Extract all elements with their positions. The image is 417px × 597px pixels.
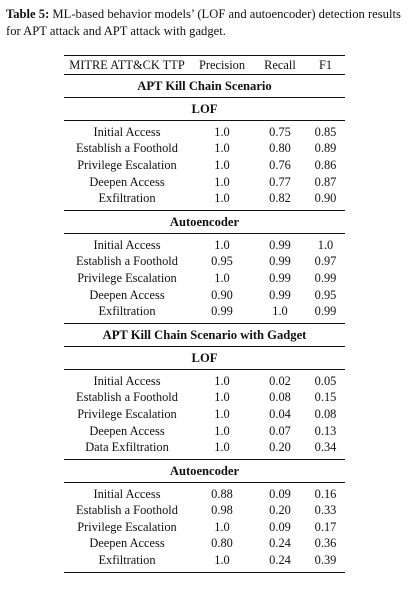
cell-precision: 0.88 <box>211 486 233 501</box>
cell-recall: 0.09 <box>269 519 291 534</box>
cell-f1: 0.08 <box>314 406 337 421</box>
cell-f1: 0.15 <box>314 390 337 405</box>
cell-f1: 0.05 <box>314 373 337 388</box>
scenario-title: APT Kill Chain Scenario <box>137 79 272 93</box>
cell-f1: 0.87 <box>314 174 337 189</box>
cell-f1: 0.13 <box>314 423 337 438</box>
header-ttp: MITRE ATT&CK TTP <box>69 57 185 72</box>
cell-f1: 0.16 <box>314 486 337 501</box>
header-recall: Recall <box>264 57 296 72</box>
cell-precision: 0.98 <box>211 503 233 518</box>
cell-recall: 0.20 <box>269 440 291 455</box>
table-row <box>64 552 345 569</box>
cell-f1: 0.90 <box>314 191 337 206</box>
cell-recall: 0.04 <box>269 406 291 421</box>
cell-precision: 0.90 <box>211 287 233 302</box>
cell-precision: 1.0 <box>214 406 230 421</box>
cell-recall: 0.99 <box>269 237 291 252</box>
cell-precision: 1.0 <box>214 141 230 156</box>
cell-ttp: Exfiltration <box>98 191 156 206</box>
cell-f1: 0.85 <box>314 124 337 139</box>
cell-ttp: Deepen Access <box>89 287 165 302</box>
cell-precision: 0.95 <box>211 254 233 269</box>
table-body <box>64 74 345 573</box>
cell-recall: 0.99 <box>269 254 291 269</box>
cell-recall: 0.08 <box>269 390 291 405</box>
header-row <box>64 56 345 74</box>
cell-precision: 1.0 <box>214 440 230 455</box>
table-row <box>64 270 345 287</box>
cell-ttp: Initial Access <box>93 486 161 501</box>
cell-ttp: Initial Access <box>93 237 161 252</box>
cell-precision: 1.0 <box>214 373 230 388</box>
cell-precision: 1.0 <box>214 270 230 285</box>
cell-precision: 1.0 <box>214 519 230 534</box>
results-table <box>64 55 345 573</box>
cell-ttp: Data Exfiltration <box>85 440 169 455</box>
cell-ttp: Initial Access <box>93 373 161 388</box>
cell-recall: 0.75 <box>269 124 291 139</box>
table-row <box>64 503 345 520</box>
cell-f1: 0.89 <box>314 141 337 156</box>
cell-recall: 0.99 <box>269 270 291 285</box>
table-row <box>64 157 345 174</box>
table-row <box>64 390 345 407</box>
cell-ttp: Privilege Escalation <box>77 519 177 534</box>
table-row <box>64 406 345 423</box>
table-row <box>64 174 345 191</box>
table-row <box>64 287 345 304</box>
cell-ttp: Exfiltration <box>98 553 156 568</box>
cell-f1: 0.33 <box>314 503 337 518</box>
table-row <box>64 519 345 536</box>
cell-ttp: Privilege Escalation <box>77 270 177 285</box>
cell-f1: 0.36 <box>314 536 337 551</box>
table-row <box>64 254 345 271</box>
caption-text: ML-based behavior models’ (LOF and autoencoder) detection results for APT attack and APT attack with gadget. <box>6 7 401 38</box>
cell-precision: 1.0 <box>214 191 230 206</box>
table-row <box>64 439 345 456</box>
cell-ttp: Privilege Escalation <box>77 406 177 421</box>
cell-f1: 0.86 <box>314 157 337 172</box>
table-row <box>64 373 345 390</box>
cell-precision: 1.0 <box>214 157 230 172</box>
cell-ttp: Establish a Foothold <box>76 254 178 269</box>
cell-f1: 0.17 <box>314 519 337 534</box>
cell-ttp: Deepen Access <box>89 423 165 438</box>
bottom-rule <box>64 572 345 573</box>
cell-ttp: Establish a Foothold <box>76 390 178 405</box>
model-title: LOF <box>191 102 218 116</box>
cell-precision: 1.0 <box>214 124 230 139</box>
cell-f1: 0.99 <box>314 270 337 285</box>
cell-ttp: Exfiltration <box>98 304 156 319</box>
cell-ttp: Deepen Access <box>89 174 165 189</box>
cell-recall: 0.09 <box>269 486 291 501</box>
model-title: Autoencoder <box>169 214 240 229</box>
model-title: Autoencoder <box>169 463 240 478</box>
cell-recall: 0.80 <box>269 141 291 156</box>
cell-precision: 1.0 <box>214 237 230 252</box>
cell-precision: 0.99 <box>211 304 233 319</box>
cell-ttp: Initial Access <box>93 124 161 139</box>
cell-f1: 1.0 <box>317 237 334 252</box>
cell-recall: 0.24 <box>269 553 291 568</box>
cell-recall: 0.24 <box>269 536 291 551</box>
cell-recall: 0.77 <box>269 174 291 189</box>
cell-precision: 0.80 <box>211 536 233 551</box>
table-row <box>64 237 345 254</box>
cell-recall: 0.02 <box>269 373 291 388</box>
table-row <box>64 141 345 158</box>
table-row <box>64 536 345 553</box>
table-caption <box>6 6 411 40</box>
cell-recall: 0.82 <box>269 191 291 206</box>
cell-ttp: Deepen Access <box>89 536 165 551</box>
cell-recall: 0.76 <box>269 157 291 172</box>
cell-precision: 1.0 <box>214 553 230 568</box>
cell-recall: 0.99 <box>269 287 291 302</box>
table-row <box>64 486 345 503</box>
table-row <box>64 190 345 207</box>
cell-f1: 0.95 <box>314 287 337 302</box>
cell-f1: 0.34 <box>314 440 337 455</box>
table-row <box>64 303 345 320</box>
cell-precision: 1.0 <box>214 174 230 189</box>
cell-f1: 0.99 <box>314 304 337 319</box>
cell-recall: 1.0 <box>272 304 288 319</box>
caption-label: Table 5: <box>6 7 50 21</box>
cell-recall: 0.20 <box>269 503 291 518</box>
cell-ttp: Establish a Foothold <box>76 141 178 156</box>
cell-ttp: Establish a Foothold <box>76 503 178 518</box>
table-row <box>64 423 345 440</box>
header-f1: F1 <box>318 57 333 72</box>
cell-precision: 1.0 <box>214 390 230 405</box>
cell-ttp: Privilege Escalation <box>77 157 177 172</box>
table-row <box>64 124 345 141</box>
cell-f1: 0.39 <box>314 553 337 568</box>
cell-recall: 0.07 <box>269 423 291 438</box>
model-title: LOF <box>191 350 218 365</box>
cell-f1: 0.97 <box>314 254 337 269</box>
cell-precision: 1.0 <box>214 423 230 438</box>
header-precision: Precision <box>198 57 246 72</box>
scenario-title: APT Kill Chain Scenario with Gadget <box>102 327 307 342</box>
